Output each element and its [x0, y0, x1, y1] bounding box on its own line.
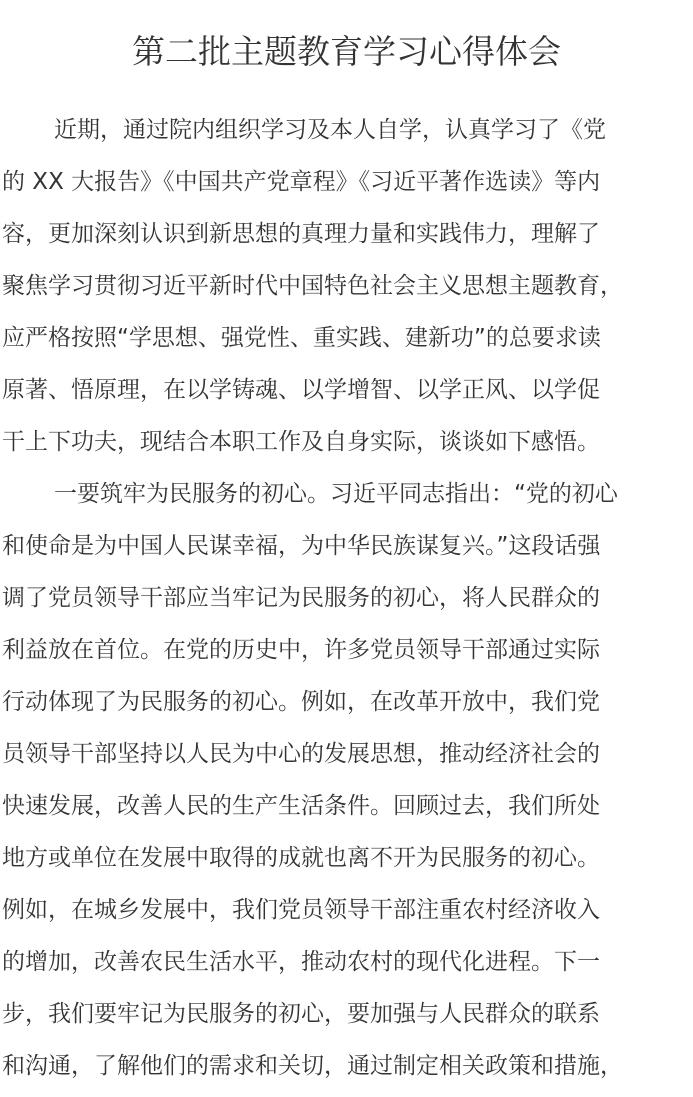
document-title: 第二批主题教育学习心得体会: [132, 32, 561, 71]
document-body: [2, 104, 693, 1092]
text-line: 容，更加深刻认识到新思想的真理力量和实践伟力，理解了: [2, 221, 600, 247]
text-line: 地方或单位在发展中取得的成就也离不开为民服务的初心。: [2, 845, 600, 871]
text-line: 和沟通，了解他们的需求和关切，通过制定相关政策和措施，: [2, 1053, 623, 1079]
text-line: 一要筑牢为民服务的初心。习近平同志指出：“党的初心: [54, 481, 618, 507]
text-line: 快速发展，改善人民的生产生活条件。回顾过去，我们所处: [2, 793, 600, 819]
text-line: 的增加，改善农民生活水平，推动农村的现代化进程。下一: [2, 949, 600, 975]
text-line: 聚焦学习贯彻习近平新时代中国特色社会主义思想主题教育，: [2, 273, 623, 299]
text-line: 例如，在城乡发展中，我们党员领导干部注重农村经济收入: [2, 897, 600, 923]
text-line: 应严格按照“学思想、强党性、重实践、建新功”的总要求读: [2, 325, 601, 351]
text-line: 调了党员领导干部应当牢记为民服务的初心，将人民群众的: [2, 585, 600, 611]
text-line: 的 XX 大报告》《中国共产党章程》《习近平著作选读》等内: [2, 169, 601, 195]
text-line: 原著、悟原理，在以学铸魂、以学增智、以学正风、以学促: [2, 377, 600, 403]
text-line: 利益放在首位。在党的历史中，许多党员领导干部通过实际: [2, 637, 600, 663]
text-line: 步，我们要牢记为民服务的初心，要加强与人民群众的联系: [2, 1001, 600, 1027]
text-line: 和使命是为中国人民谋幸福，为中华民族谋复兴。”这段话强: [2, 533, 601, 559]
text-line: 员领导干部坚持以人民为中心的发展思想，推动经济社会的: [2, 741, 600, 767]
text-line: 干上下功夫，现结合本职工作及自身实际，谈谈如下感悟。: [2, 429, 600, 455]
text-line: 行动体现了为民服务的初心。例如，在改革开放中，我们党: [2, 689, 600, 715]
text-line: 近期，通过院内组织学习及本人自学，认真学习了《党: [54, 117, 606, 143]
